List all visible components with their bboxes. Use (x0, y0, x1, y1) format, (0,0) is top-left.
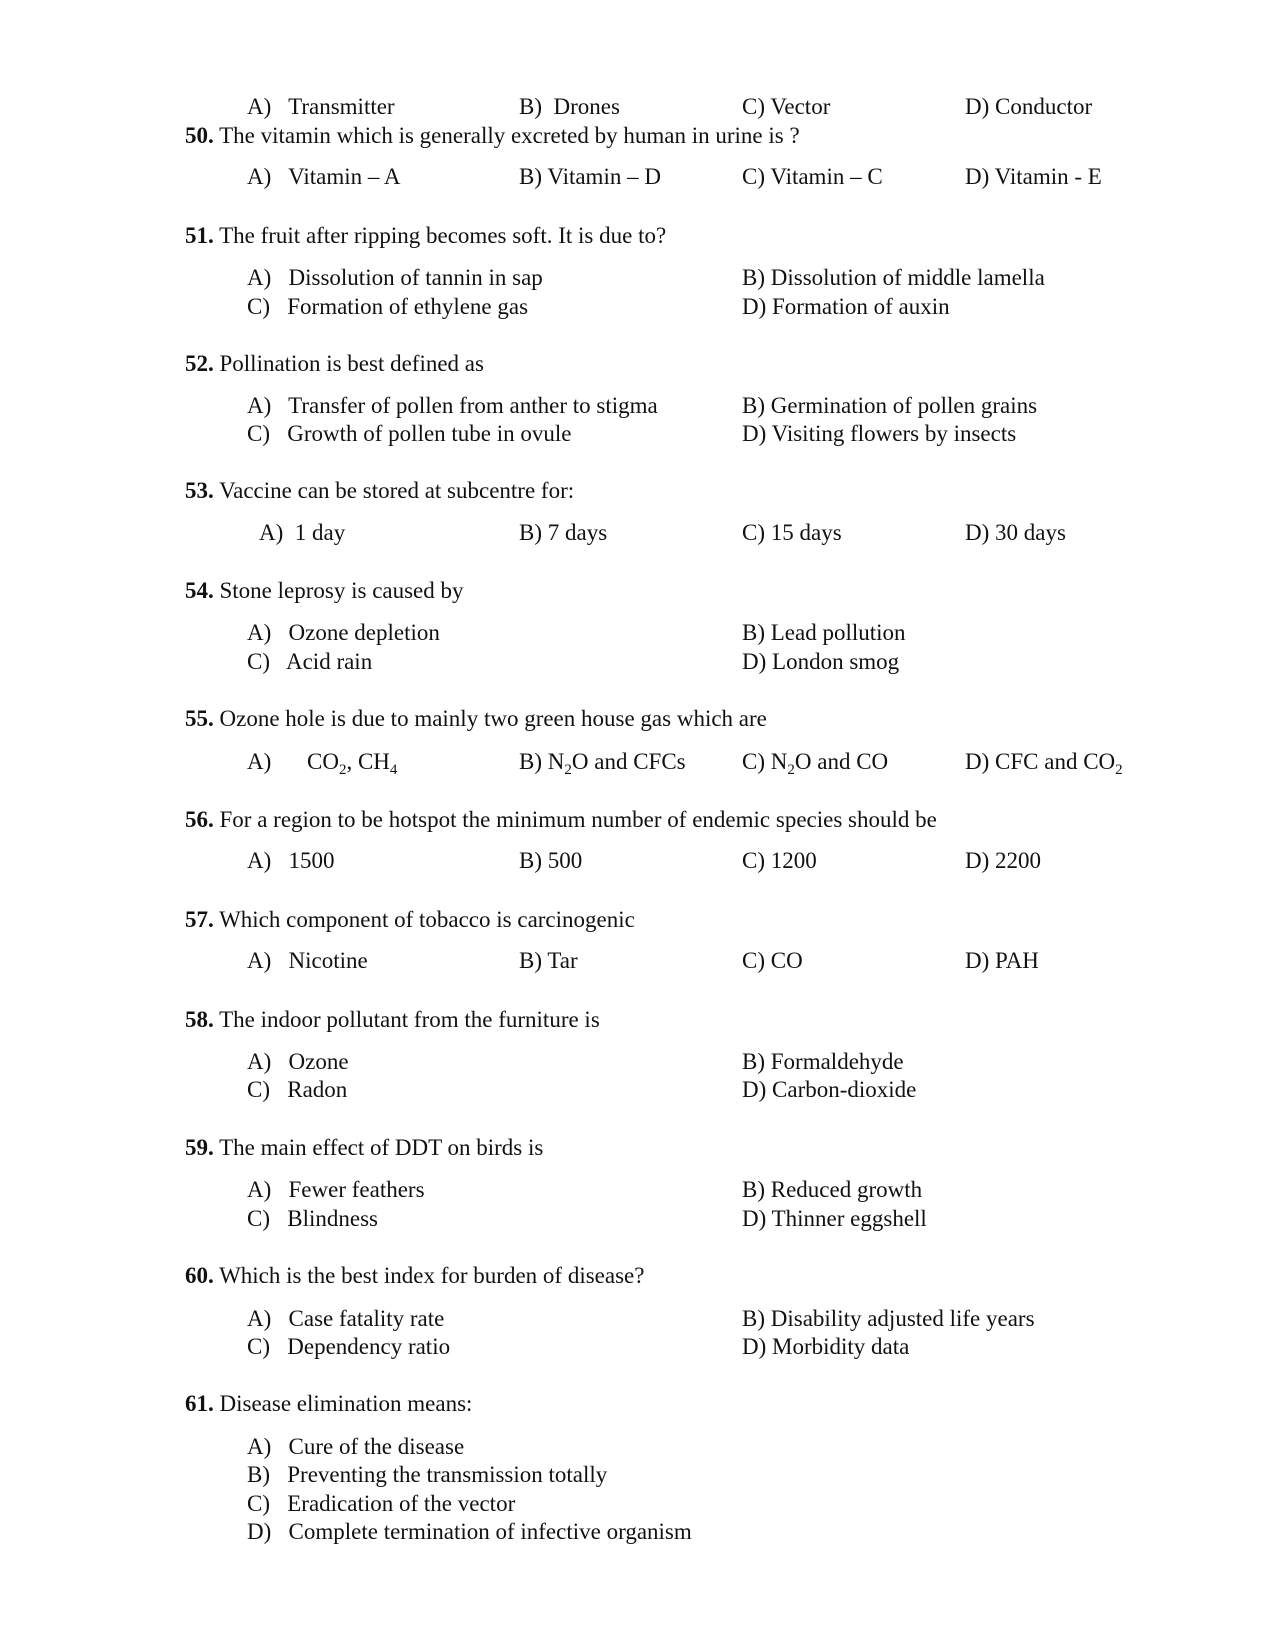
q55-text: Ozone hole is due to mainly two green house gas which are (213, 706, 767, 731)
q58-question (185, 1006, 600, 1034)
q51-option-b: B) Dissolution of middle lamella (742, 265, 1045, 290)
q60-number: 60. (185, 1263, 214, 1288)
q55-option-b: B) $N_2O$ and CFCs (519, 749, 686, 778)
q50-option-d: D) Vitamin - E (965, 164, 1102, 189)
q51-option-c: C) Formation of ethylene gas (247, 294, 529, 319)
q49-option-d: D) Conductor (965, 94, 1093, 119)
q55-option-a-label: A) (247, 749, 272, 774)
q55-option-a-formula: $CO_2$, $CH_4$ (307, 749, 398, 778)
q56-text: For a region to be hotspot the minimum number of endemic species should be (213, 807, 937, 832)
q50-option-a: A) Vitamin – A (247, 164, 401, 189)
q61-option-c: C) Eradication of the vector (247, 1491, 516, 1516)
q56-option-b: B) 500 (519, 848, 583, 873)
q61-number: 61. (185, 1391, 214, 1416)
q54-number: 54. (185, 578, 214, 603)
q57-option-c: C) CO (742, 948, 803, 973)
q49-option-c: C) Vector (742, 94, 831, 119)
q56-question (185, 806, 937, 834)
q52-number: 52. (185, 351, 214, 376)
q51-option-a: A) Dissolution of tannin in sap (247, 265, 543, 290)
q53-number: 53. (185, 478, 214, 503)
q55-number: 55. (185, 706, 214, 731)
q50-option-c: C) Vitamin – C (742, 164, 883, 189)
q51-question (185, 222, 666, 250)
q57-option-a: A) Nicotine (247, 948, 368, 973)
q54-option-d: D) London smog (742, 649, 900, 674)
q59-option-c: C) Blindness (247, 1206, 378, 1231)
q51-number: 51. (185, 223, 214, 248)
q60-option-a: A) Case fatality rate (247, 1306, 445, 1331)
q54-text: Stone leprosy is caused by (213, 578, 464, 603)
q53-option-b: B) 7 days (519, 520, 608, 545)
q52-option-b: B) Germination of pollen grains (742, 393, 1038, 418)
q60-option-b: B) Disability adjusted life years (742, 1306, 1035, 1331)
q55-option-d: D) CFC and $CO_2$ (965, 749, 1123, 778)
q53-option-d: D) 30 days (965, 520, 1066, 545)
q55-question (185, 705, 767, 733)
q60-question (185, 1262, 644, 1290)
q52-option-d: D) Visiting flowers by insects (742, 421, 1017, 446)
q61-option-a: A) Cure of the disease (247, 1434, 465, 1459)
q53-question (185, 477, 574, 505)
q54-option-a: A) Ozone depletion (247, 620, 440, 645)
q50-number: 50. (185, 123, 214, 148)
q59-option-a: A) Fewer feathers (247, 1177, 425, 1202)
q51-text: The fruit after ripping becomes soft. It is due to? (213, 223, 667, 248)
q54-question (185, 577, 464, 605)
q51-option-d: D) Formation of auxin (742, 294, 950, 319)
q55-option-c: C) $N_2O$ and CO (742, 749, 889, 778)
q57-number: 57. (185, 907, 214, 932)
q58-option-c: C) Radon (247, 1077, 348, 1102)
q61-question (185, 1390, 472, 1418)
q53-text: Vaccine can be stored at subcentre for: (213, 478, 575, 503)
q60-option-c: C) Dependency ratio (247, 1334, 451, 1359)
q58-option-b: B) Formaldehyde (742, 1049, 904, 1074)
q52-text: Pollination is best defined as (213, 351, 484, 376)
q60-text: Which is the best index for burden of disease? (213, 1263, 645, 1288)
q56-option-d: D) 2200 (965, 848, 1042, 873)
q57-option-b: B) Tar (519, 948, 578, 973)
q50-text: The vitamin which is generally excreted by human in urine is ? (213, 123, 800, 148)
q52-question (185, 350, 484, 378)
q53-option-a: A) 1 day (259, 520, 346, 545)
q61-text: Disease elimination means: (213, 1391, 473, 1416)
q58-text: The indoor pollutant from the furniture is (213, 1007, 600, 1032)
q49-option-b: B) Drones (519, 94, 620, 119)
q54-option-c: C) Acid rain (247, 649, 373, 674)
q61-option-d: D) Complete termination of infective organism (247, 1519, 692, 1544)
q57-text: Which component of tobacco is carcinogenic (213, 907, 635, 932)
q52-option-a: A) Transfer of pollen from anther to stigma (247, 393, 658, 418)
q50-question (185, 122, 800, 150)
q59-text: The main effect of DDT on birds is (213, 1135, 544, 1160)
q58-option-a: A) Ozone (247, 1049, 349, 1074)
q57-question (185, 906, 635, 934)
q58-option-d: D) Carbon-dioxide (742, 1077, 917, 1102)
q50-option-b: B) Vitamin – D (519, 164, 661, 189)
q53-option-c: C) 15 days (742, 520, 842, 545)
q59-question (185, 1134, 543, 1162)
q59-option-d: D) Thinner eggshell (742, 1206, 927, 1231)
q56-option-a: A) 1500 (247, 848, 335, 873)
q60-option-d: D) Morbidity data (742, 1334, 910, 1359)
q59-number: 59. (185, 1135, 214, 1160)
q56-number: 56. (185, 807, 214, 832)
q58-number: 58. (185, 1007, 214, 1032)
q54-option-b: B) Lead pollution (742, 620, 906, 645)
q59-option-b: B) Reduced growth (742, 1177, 923, 1202)
q49-option-a: A) Transmitter (247, 94, 395, 119)
q61-option-b: B) Preventing the transmission totally (247, 1462, 608, 1487)
q56-option-c: C) 1200 (742, 848, 817, 873)
q52-option-c: C) Growth of pollen tube in ovule (247, 421, 572, 446)
q57-option-d: D) PAH (965, 948, 1039, 973)
q55-option-a (247, 748, 398, 778)
